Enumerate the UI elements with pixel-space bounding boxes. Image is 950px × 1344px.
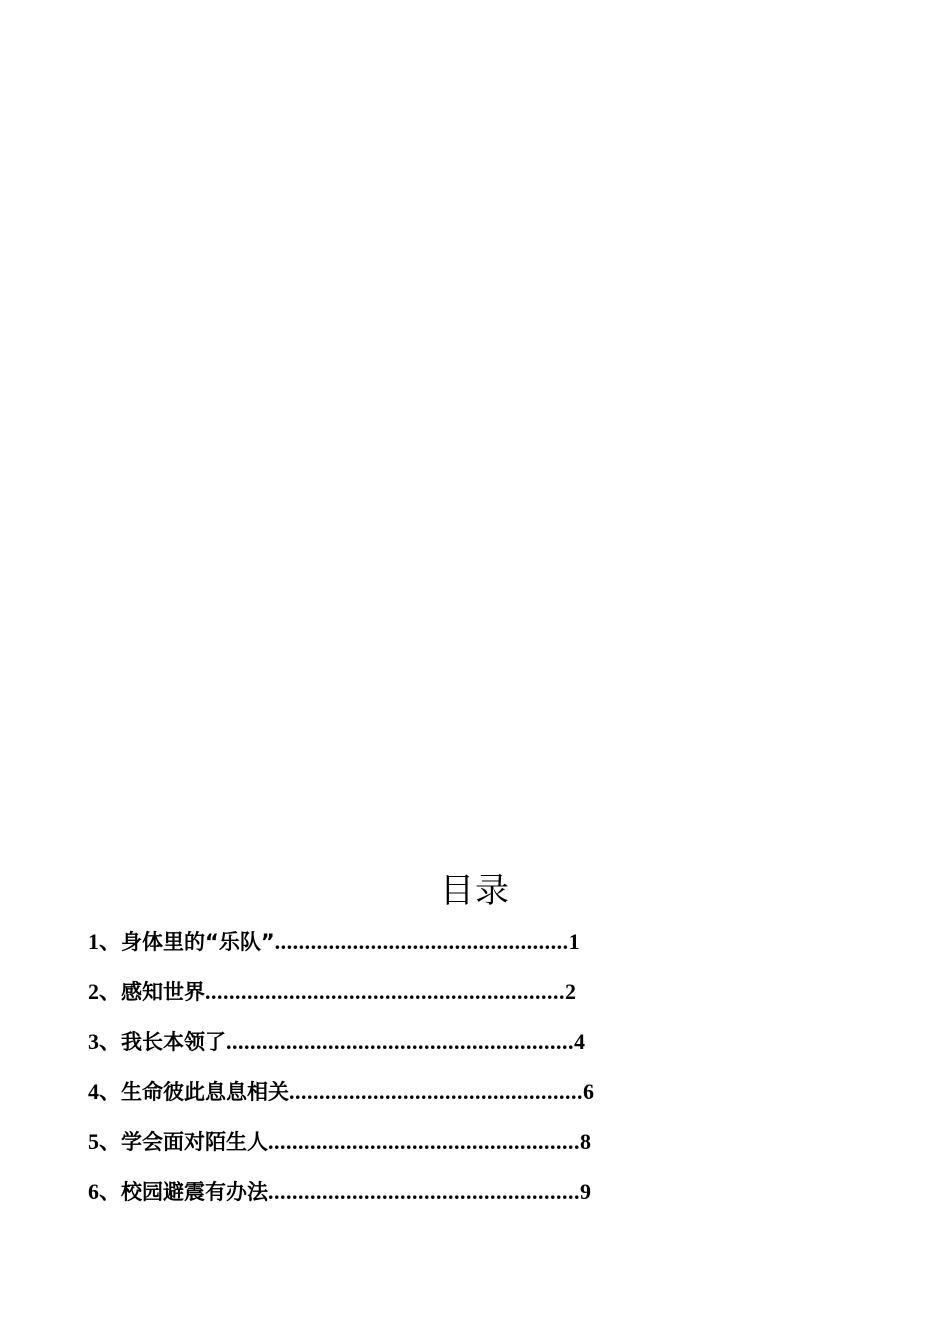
toc-entry-number: 5、: [88, 1129, 122, 1154]
toc-entry-leader: .................................................: [289, 1079, 584, 1104]
toc-entry-number: 3、: [88, 1029, 122, 1054]
toc-entry-page: 6: [583, 1079, 595, 1104]
toc-entry-title: 我长本领了: [121, 1030, 227, 1054]
toc-entry-title: 身体里的“乐队”: [121, 930, 275, 954]
toc-entry-leader: ....................................................: [268, 1179, 581, 1204]
toc-title: 目录: [440, 871, 510, 911]
toc-entry-number: 4、: [88, 1079, 122, 1104]
toc-entry-page: 1: [568, 929, 580, 954]
toc-entry-leader: .................................................: [274, 929, 569, 954]
toc-entry-page: 2: [565, 979, 577, 1004]
toc-entry-leader: ..........................................................: [226, 1029, 575, 1054]
toc-entry-title: 生命彼此息息相关: [121, 1080, 290, 1104]
toc-entry-number: 2、: [88, 979, 122, 1004]
toc-entry[interactable]: [88, 1120, 594, 1170]
toc-entry[interactable]: [88, 970, 594, 1020]
toc-entry-title: 校园避震有办法: [121, 1180, 269, 1204]
toc-entry-page: 9: [580, 1179, 592, 1204]
toc-entry[interactable]: [88, 1020, 594, 1070]
toc-entry-number: 6、: [88, 1179, 122, 1204]
toc-entry-leader: ....................................................: [268, 1129, 581, 1154]
toc-entry[interactable]: [88, 920, 594, 970]
toc-entry-number: 1、: [88, 929, 122, 954]
toc-entry[interactable]: [88, 1070, 594, 1120]
toc-entry-leader: ............................................................: [205, 979, 566, 1004]
toc-entry-page: 8: [580, 1129, 592, 1154]
toc-entry-title: 感知世界: [121, 980, 206, 1004]
toc-entry[interactable]: [88, 1170, 594, 1220]
toc-entry-title: 学会面对陌生人: [121, 1130, 269, 1154]
toc-entry-page: 4: [574, 1029, 586, 1054]
toc-list: [88, 920, 594, 1220]
